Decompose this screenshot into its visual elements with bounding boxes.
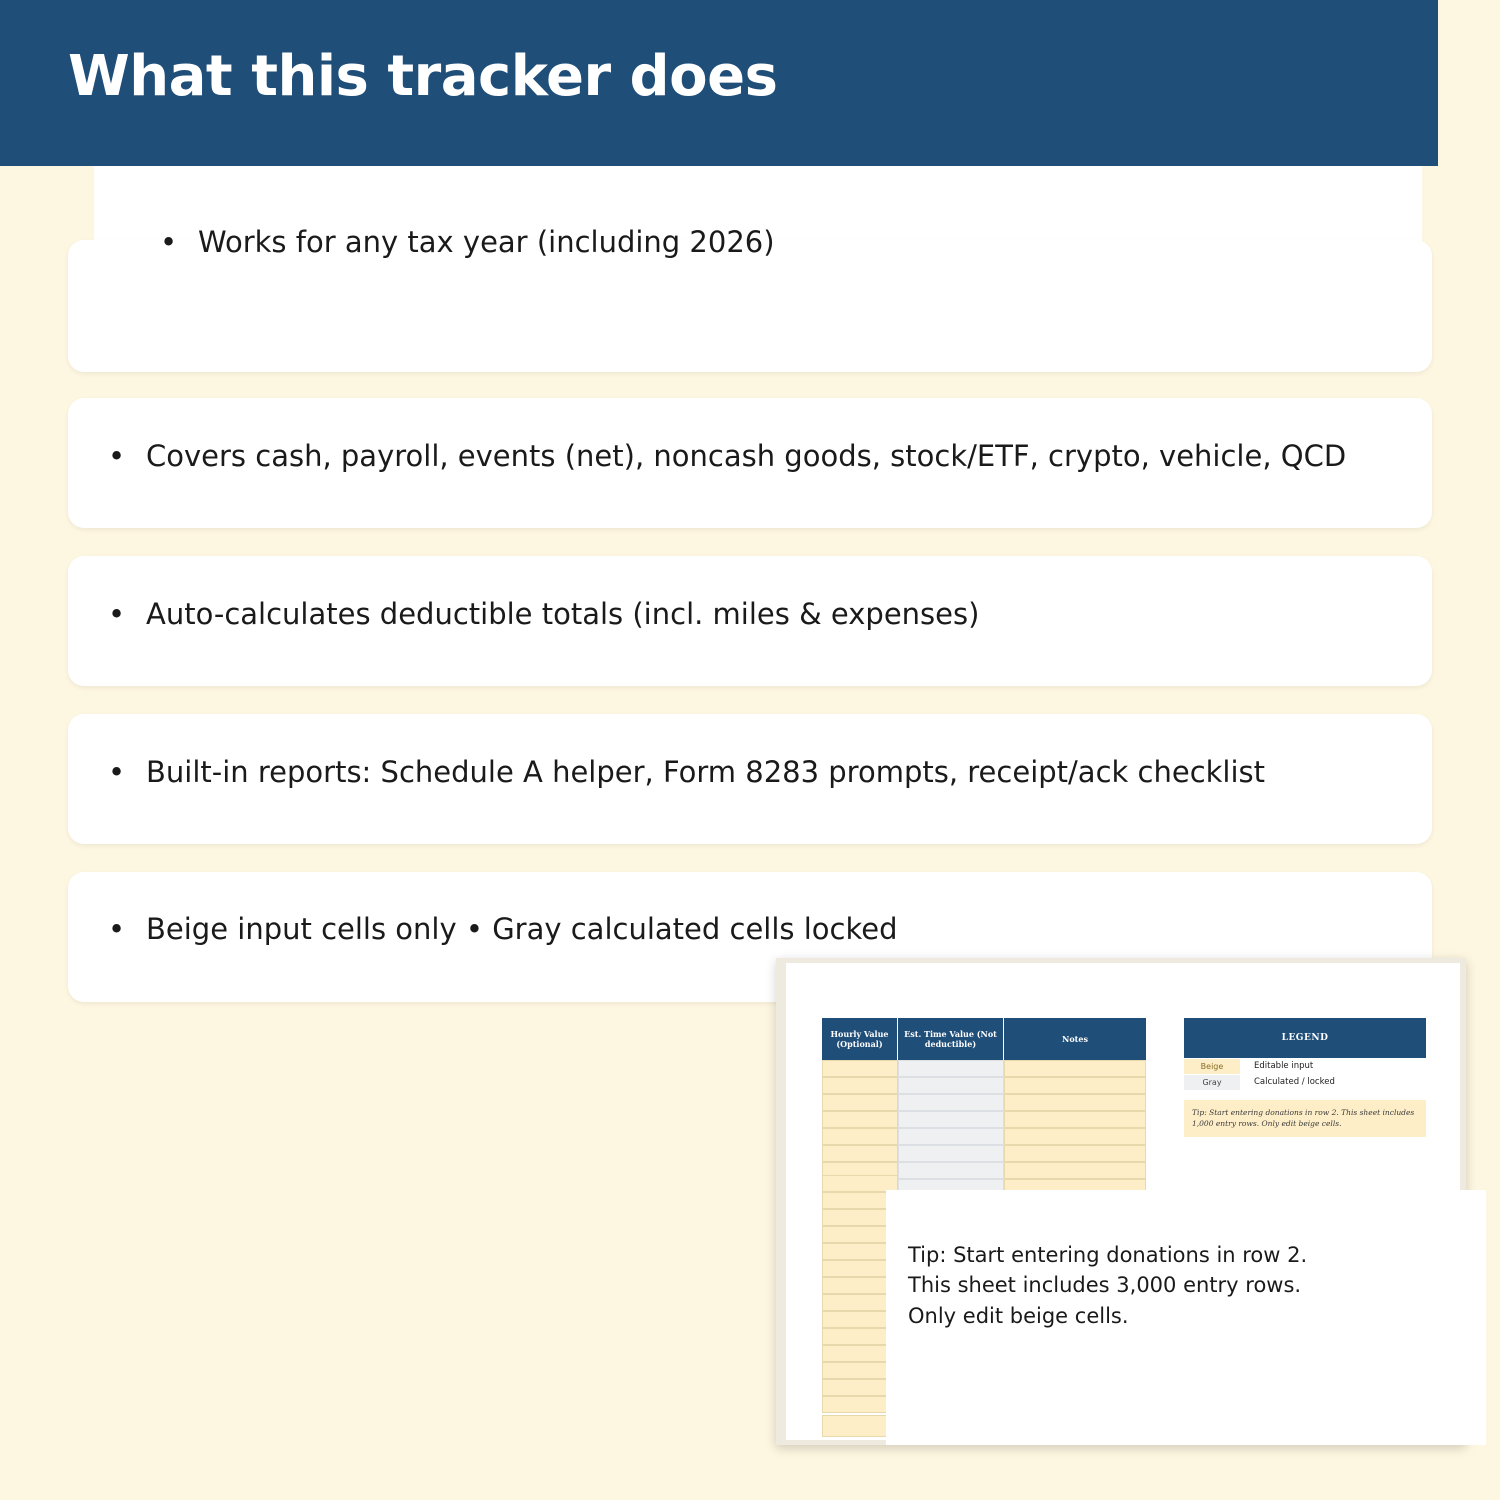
bullet-item bbox=[160, 225, 775, 259]
table-row bbox=[822, 1111, 1146, 1128]
bullet-marker: • bbox=[108, 912, 126, 946]
bullet-item bbox=[108, 597, 980, 631]
table-row bbox=[822, 1128, 1146, 1145]
tip-line-3: Only edit beige cells. bbox=[908, 1303, 1129, 1328]
page-title: What this tracker does bbox=[68, 44, 778, 109]
legend-label: Editable input bbox=[1254, 1061, 1314, 1071]
bullet-text: Works for any tax year (including 2026) bbox=[198, 225, 775, 259]
tip-callout-text bbox=[908, 1240, 1307, 1331]
legend-label: Calculated / locked bbox=[1254, 1077, 1335, 1087]
bullet-marker: • bbox=[160, 225, 178, 259]
tip-callout bbox=[886, 1190, 1486, 1445]
bullet-text: Auto-calculates deductible totals (incl. miles & expenses) bbox=[146, 597, 980, 631]
table-row bbox=[822, 1077, 1146, 1094]
bullet-text: Beige input cells only • Gray calculated cells locked bbox=[146, 912, 898, 946]
bullet-card-1 bbox=[68, 240, 1432, 372]
table-row bbox=[822, 1060, 1146, 1077]
bullet-item bbox=[108, 912, 898, 946]
bullet-text: Covers cash, payroll, events (net), noncash goods, stock/ETF, crypto, vehicle, QCD bbox=[146, 439, 1347, 473]
table-row bbox=[822, 1094, 1146, 1111]
legend-swatch-beige: Beige bbox=[1184, 1059, 1240, 1074]
column-header: Notes bbox=[1062, 1034, 1088, 1044]
bullet-marker: • bbox=[108, 597, 126, 631]
legend-title: LEGEND bbox=[1184, 1018, 1426, 1058]
mini-spreadsheet bbox=[822, 1018, 1146, 1196]
legend-panel bbox=[1184, 1018, 1426, 1137]
tip-line-2: This sheet includes 3,000 entry rows. bbox=[908, 1273, 1302, 1298]
bullet-item bbox=[108, 755, 1266, 789]
column-header: Est. Time Value (Not deductible) bbox=[898, 1018, 1004, 1060]
legend-row bbox=[1184, 1074, 1426, 1090]
bullet-marker: • bbox=[108, 439, 126, 473]
legend-swatch-gray: Gray bbox=[1184, 1075, 1240, 1090]
legend-row bbox=[1184, 1058, 1426, 1074]
bullet-text: Built-in reports: Schedule A helper, Form 8283 prompts, receipt/ack checklist bbox=[146, 755, 1266, 789]
mini-table-header-row bbox=[822, 1018, 1146, 1060]
column-header: Hourly Value (Optional) bbox=[822, 1018, 898, 1060]
bullet-item bbox=[108, 439, 1347, 473]
table-row bbox=[822, 1145, 1146, 1162]
legend-tip-text: Tip: Start entering donations in row 2. This sheet includes 1,000 entry rows. Only edit beige cells. bbox=[1184, 1100, 1426, 1137]
tip-line-1: Tip: Start entering donations in row 2. bbox=[908, 1243, 1308, 1267]
bullet-marker: • bbox=[108, 755, 126, 789]
